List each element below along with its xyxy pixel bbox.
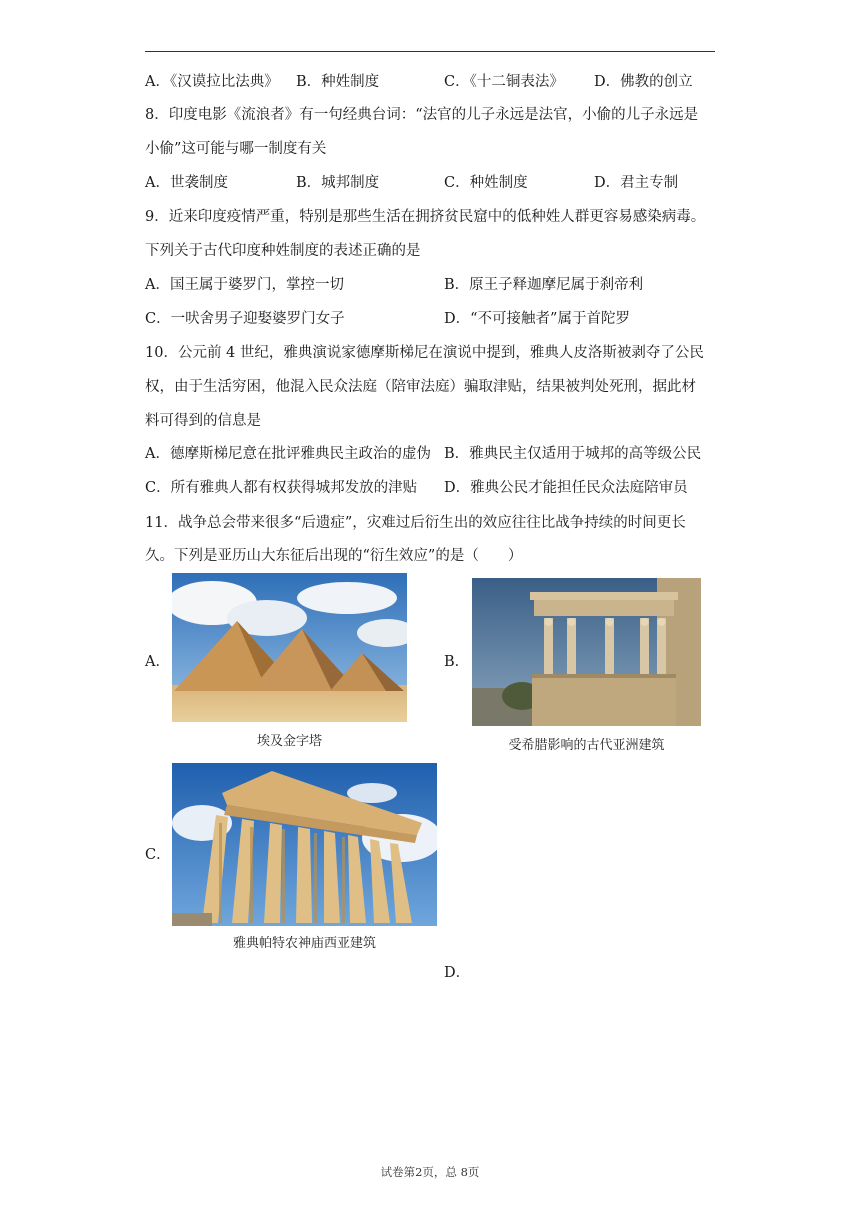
- q9-option-d: D．“不可接触者”属于首陀罗: [444, 311, 630, 327]
- parthenon-caption: 雅典帕特农神庙西亚建筑: [232, 936, 376, 951]
- q10-stem-line3: 料可得到的信息是: [145, 413, 261, 429]
- q7-option-c: C．《十二铜表法》: [444, 74, 564, 90]
- q10-stem-line1: 10．公元前 4 世纪，雅典演说家德摩斯梯尼在演说中提到，雅典人皮洛斯被剥夺了公民: [145, 345, 704, 361]
- q9-option-c: C．一吠舍男子迎娶婆罗门女子: [145, 311, 345, 327]
- q10-option-a: A．德摩斯梯尼意在批评雅典民主政治的虚伪: [145, 446, 431, 462]
- q10-option-c: C．所有雅典人都有权获得城邦发放的津贴: [145, 480, 418, 496]
- caryatid-building-caption: 受希腊影响的古代亚洲建筑: [508, 738, 665, 753]
- q10-option-b: B．雅典民主仅适用于城邦的高等级公民: [444, 446, 702, 462]
- q11-option-a-label: A．: [145, 654, 170, 670]
- caryatid-building-image: [472, 578, 701, 726]
- q7-option-b: B．种姓制度: [296, 74, 380, 90]
- q11-option-b-label: B．: [444, 654, 470, 670]
- q11-option-c-label: C．: [145, 847, 171, 863]
- q11-stem-line2: 久。下列是亚历山大东征后出现的“衍生效应”的是（ ）: [145, 548, 523, 564]
- q9-stem-line1: 9．近来印度疫情严重，特别是那些生活在拥挤贫民窟中的低种姓人群更容易感染病毒。: [145, 209, 706, 225]
- q8-stem-line2: 小偷”这可能与哪一制度有关: [145, 141, 327, 157]
- q8-option-b: B．城邦制度: [296, 175, 380, 191]
- q11-option-d-label: D．: [444, 965, 471, 981]
- q9-option-b: B．原王子释迦摩尼属于刹帝利: [444, 277, 644, 293]
- header-rule: [145, 51, 715, 52]
- parthenon-image: [172, 763, 437, 926]
- q8-stem-line1: 8．印度电影《流浪者》有一句经典台词：“法官的儿子永远是法官，小偷的儿子永远是: [145, 107, 699, 123]
- q8-option-d: D．君主专制: [594, 175, 679, 191]
- q11-stem-line1: 11．战争总会带来很多“后遗症”，灾难过后衍生出的效应往往比战争持续的时间更长: [145, 515, 686, 531]
- q7-option-d: D．佛教的创立: [594, 74, 693, 90]
- q9-option-a: A．国王属于婆罗门，掌控一切: [145, 277, 344, 293]
- q10-option-d: D．雅典公民才能担任民众法庭陪审员: [444, 480, 688, 496]
- pyramids-caption: 埃及金字塔: [256, 734, 322, 749]
- pyramids-image: [172, 573, 407, 722]
- q10-stem-line2: 权，由于生活穷困，他混入民众法庭（陪审法庭）骗取津贴，结果被判处死刑，据此材: [145, 379, 696, 395]
- page-footer: 试卷第2页，总 8页: [380, 1165, 480, 1179]
- q8-option-c: C．种姓制度: [444, 175, 528, 191]
- q8-option-a: A．世袭制度: [145, 175, 228, 191]
- q7-option-a: A．《汉谟拉比法典》: [145, 74, 279, 90]
- q9-stem-line2: 下列关于古代印度种姓制度的表述正确的是: [145, 243, 421, 259]
